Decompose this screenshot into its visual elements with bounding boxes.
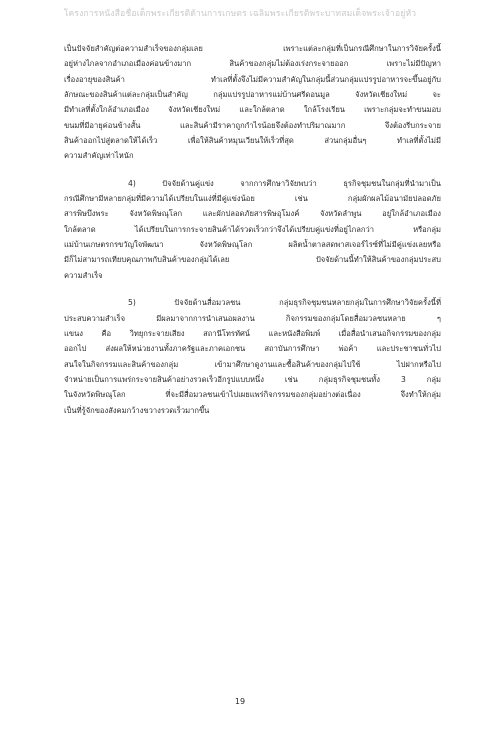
text-line: เป็นที่รู้จักของสังคมกว้างขวางรวดเร็วมากขึ้น: [64, 405, 210, 415]
paragraph-competitors: [64, 176, 441, 283]
text-line: ความสำเร็จ: [64, 270, 103, 280]
text-line: ความสำคัญเท่าไหนัก: [64, 151, 134, 161]
text-line: แม่บ้านเกษตรกรขวัญใจพัฒนา จังหวัดพิษณุโลก ผลิตน้ำตาลสดพาสเจอร์ไรซ์ที่ไม่มีคู่แข่งเลยหรือ: [64, 240, 441, 250]
text-line: เรื่องอายุของสินค้า ทำเลที่ตั้งจึงไม่มีความสำคัญในกลุ่มนี้ส่วนกลุ่มแปรรูปอาหารจะขึ้นอยู่กับ: [64, 74, 441, 84]
paragraph-location: [64, 41, 441, 164]
text-line: เป็นปัจจัยสำคัญต่อความสำเร็จของกลุ่มเลย เพราะแต่ละกลุ่มที่เป็นกรณีศึกษาในการวิจัยครั้งนี้: [64, 44, 441, 53]
text-line: มีทำเลที่ตั้งใกล้อำเภอเมือง จังหวัดเชียงใหม่ และใกล้ตลาด ใกล้โรงเรียน เพราะกลุ่มจะทำขนมอบ: [64, 105, 441, 115]
text-line: สารพิษบึงพระ จังหวัดพิษณุโลก และผักปลอดภัยสารพิษอุโมงค์ จังหวัดลำพูน อยู่ใกล้อำเภอเมือง: [64, 209, 441, 219]
text-line: ประสบความสำเร็จ มีผลมาจากการนำเสนอผลงาน กิจกรรมของกลุ่มโดยสื่อมวลชนหลาย ๆ: [64, 313, 441, 323]
text-line: ในจังหวัดพิษณุโลก ที่จะมีสื่อมวลชนเข้าไปเผยแพร่กิจกรรมของกลุ่มอย่างต่อเนื่อง จึงทำให้กลุ่ม: [64, 390, 441, 400]
document-body: [64, 41, 441, 418]
text-line: กรณีศึกษามีหลายกลุ่มที่มีความได้เปรียบในแง่ที่มีคู่แข่งน้อย เช่น กลุ่มผักผลไม้อนามัยปลอดภัย: [64, 194, 441, 204]
text-line: แขนง คือ วิทยุกระจายเสียง สถานีโทรทัศน์ และหนังสือพิมพ์ เมื่อสื่อนำเสนอกิจกรรมของกลุ่ม: [64, 328, 441, 338]
page-header: โครงการหนังสือชื่อเด็กพระเกียรติด้านการเกษตร เฉลิมพระเกียรติพระบาทสมเด็จพระเจ้าอยู่หัว: [63, 9, 417, 19]
text-line: 4) ปัจจัยด้านคู่แข่ง จากการศึกษาวิจัยพบว่า ธุรกิจชุมชนในกลุ่มที่นำมาเป็น: [128, 178, 441, 188]
text-line: สินค้าออกไปสู่ตลาดให้ได้เร็ว เพื่อให้สินค้าหมุนเวียนให้เร็วที่สุด ส่วนกลุ่มอื่นๆ ทำเลที่ตั้งไม่มี: [64, 136, 441, 146]
text-line: ใกล้ตลาด ได้เปรียบในการกระจายสินค้าได้รวดเร็วกว่าจึงได้เปรียบคู่แข่งที่อยู่ไกลกว่า หรือกลุ่ม: [64, 224, 441, 234]
text-line: จำหน่ายเป็นการแพร่กระจายสินค้าอย่างรวดเร็วอีกรูปแบบหนึ่ง เช่น กลุ่มธุรกิจชุมชนทั้ง 3 กลุ่ม: [64, 374, 441, 384]
text-line: ออกไป ส่งผลให้หน่วยงานทั้งภาครัฐและภาคเอกชน สถาบันการศึกษา พ่อค้า และประชาชนทั่วไป: [64, 344, 441, 354]
paragraph-media: [64, 295, 441, 418]
text-line: อยู่ห่างไกลจากอำเภอเมืองค่อนข้างมาก สินค้าของกลุ่มไม่ต้องเร่งกระจายออก เพราะไม่มีปัญหา: [64, 59, 441, 69]
page-number: 19: [234, 697, 246, 706]
text-line: มีก็ไม่สามารถเทียบคุณภาพกับสินค้าของกลุ่มได้เลย ปัจจัยด้านนี้ทำให้สินค้าของกลุ่มประสบ: [64, 255, 441, 265]
text-line: 5) ปัจจัยด้านสื่อมวลชน กลุ่มธุรกิจชุมชนหลายกลุ่มในการศึกษาวิจัยครั้งนี้ที่: [128, 298, 441, 308]
text-line: ลักษณะของสินค้าแต่ละกลุ่มเป็นสำคัญ กลุ่มแปรรูปอาหารแม่บ้านศรีดอนมูล จังหวัดเชียงใหม่ จะ: [64, 90, 441, 100]
text-line: ขนมที่มีอายุค่อนข้างสั้น และสินค้ามีราคาถูกกำไรน้อยจึงต้องทำปริมาณมาก จึงต้องรีบกระจาย: [64, 120, 441, 130]
text-line: สนใจในกิจกรรมและสินค้าของกลุ่ม เข้ามาศึกษาดูงานและซื้อสินค้าของกลุ่มไปใช้ ไปฝากหรือไป: [64, 359, 441, 369]
